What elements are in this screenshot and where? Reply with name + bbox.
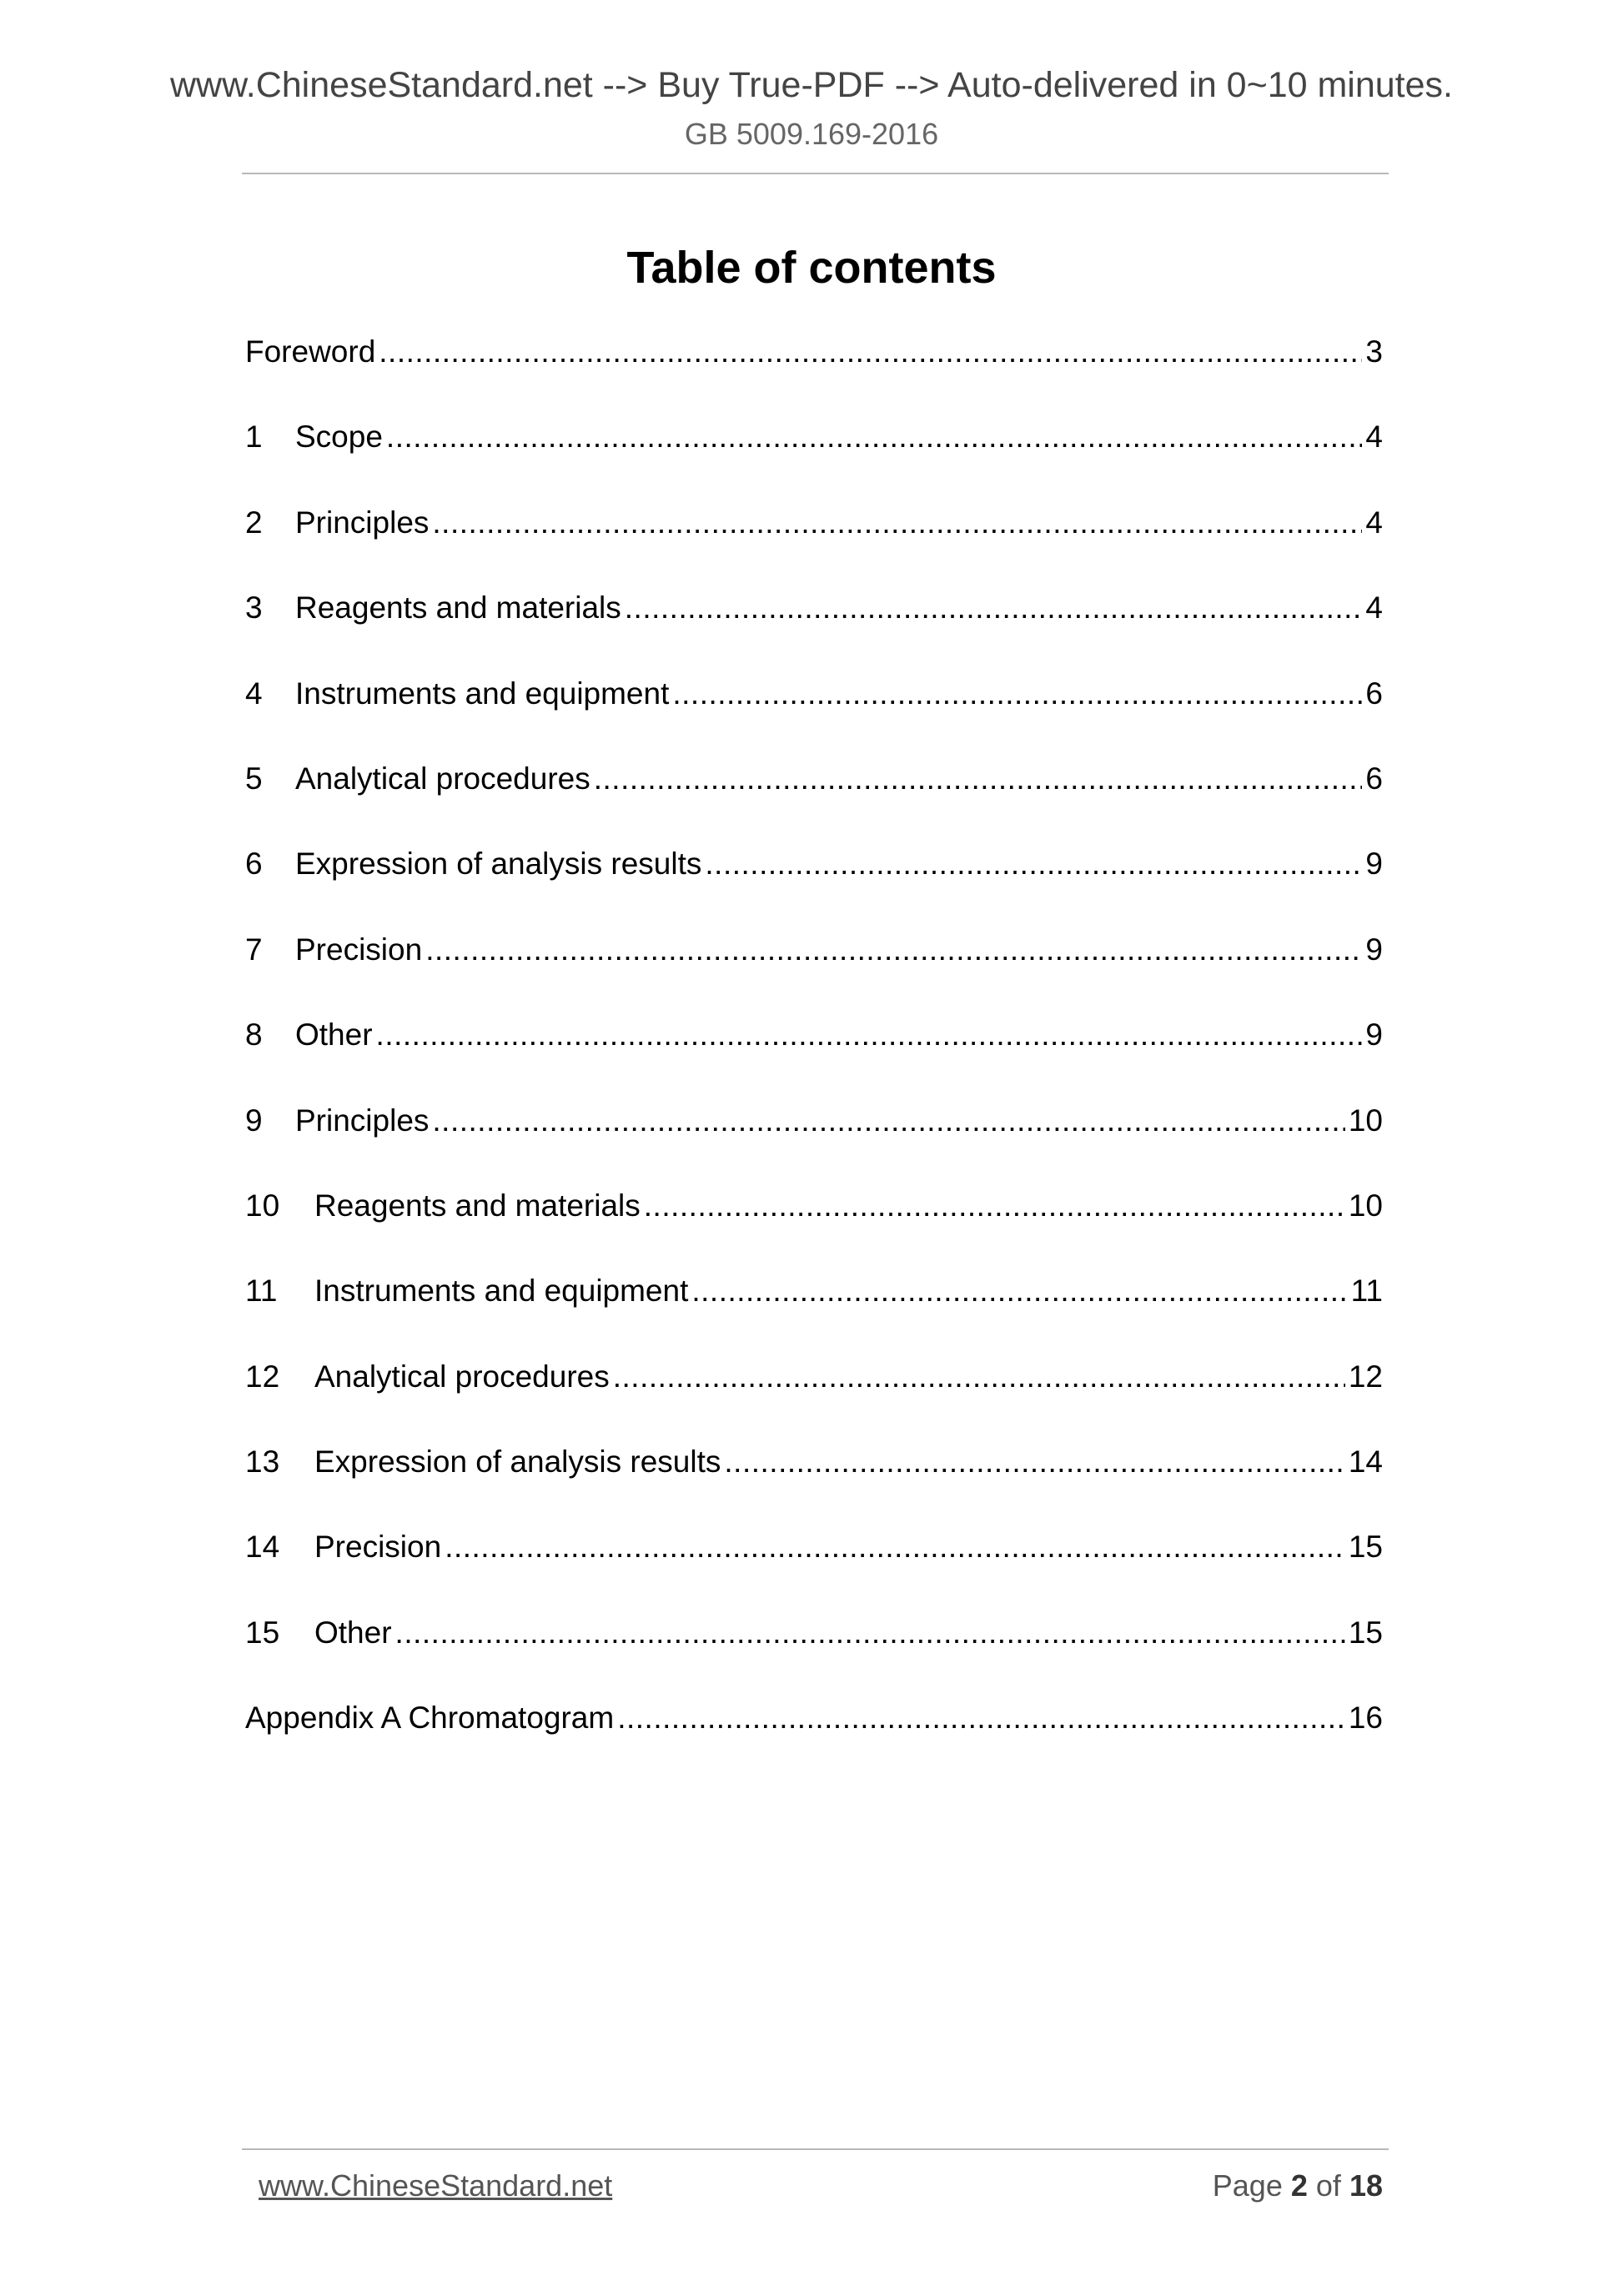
toc-entry-label: Instruments and equipment — [295, 676, 670, 711]
dot-leader — [644, 1183, 1345, 1229]
toc-entry-page: 16 — [1348, 1701, 1383, 1736]
toc-entry-page: 15 — [1348, 1530, 1383, 1565]
toc-entry-number: 2 — [245, 505, 263, 540]
current-page-number: 2 — [1290, 2168, 1308, 2203]
toc-entry-14[interactable] — [245, 1524, 1383, 1609]
toc-entry-10[interactable] — [245, 1183, 1383, 1268]
toc-entry-foreword[interactable] — [245, 329, 1383, 414]
toc-entry-page: 14 — [1348, 1444, 1383, 1480]
toc-entry-number: 14 — [245, 1530, 280, 1565]
toc-entry-8[interactable] — [245, 1012, 1383, 1097]
page-prefix: Page — [1212, 2168, 1283, 2203]
toc-entry-label: Precision — [314, 1530, 442, 1565]
toc-entry-3[interactable] — [245, 585, 1383, 670]
dot-leader — [376, 1012, 1363, 1058]
toc-entry-number: 9 — [245, 1103, 263, 1138]
standard-number: GB 5009.169-2016 — [684, 117, 939, 151]
toc-entry-page: 6 — [1365, 676, 1383, 711]
dot-leader — [395, 1610, 1345, 1656]
toc-entry-number: 4 — [245, 676, 263, 711]
toc-entry-15[interactable] — [245, 1610, 1383, 1695]
dot-leader — [594, 756, 1363, 802]
toc-entry-label: Other — [314, 1615, 392, 1650]
toc-entry-page: 10 — [1348, 1103, 1383, 1138]
toc-entry-2[interactable] — [245, 500, 1383, 585]
toc-entry-number: 1 — [245, 420, 263, 455]
toc-entry-page: 3 — [1365, 334, 1383, 369]
total-page-count: 18 — [1349, 2168, 1383, 2203]
toc-entry-page: 12 — [1348, 1359, 1383, 1394]
toc-entry-number: 5 — [245, 761, 263, 796]
toc-entry-number: 10 — [245, 1188, 280, 1223]
toc-entry-page: 6 — [1365, 761, 1383, 796]
toc-entry-6[interactable] — [245, 841, 1383, 926]
toc-entry-number: 12 — [245, 1359, 280, 1394]
toc-entry-12[interactable] — [245, 1354, 1383, 1439]
toc-entry-page: 4 — [1365, 420, 1383, 455]
toc-entry-1[interactable] — [245, 414, 1383, 499]
dot-leader — [432, 1098, 1344, 1144]
toc-title: Table of contents — [626, 243, 997, 293]
toc-entry-label: Analytical procedures — [314, 1359, 610, 1394]
dot-leader — [613, 1354, 1345, 1400]
toc-entry-page: 4 — [1365, 590, 1383, 625]
toc-entry-label: Other — [295, 1017, 373, 1053]
toc-entry-page: 9 — [1365, 847, 1383, 882]
dot-leader — [379, 329, 1362, 375]
toc-entry-label: Analytical procedures — [295, 761, 590, 796]
toc-entry-appendix-a[interactable] — [245, 1695, 1383, 1780]
dot-leader — [432, 500, 1362, 546]
dot-leader — [672, 671, 1362, 717]
toc-entry-number: 8 — [245, 1017, 263, 1053]
toc-entry-label: Principles — [295, 1103, 430, 1138]
toc-entry-label: Scope — [295, 420, 383, 455]
toc-entry-label: Precision — [295, 932, 423, 967]
toc-entry-7[interactable] — [245, 927, 1383, 1012]
footer-site-link[interactable]: www.ChineseStandard.net — [259, 2168, 613, 2203]
header-divider — [242, 173, 1389, 174]
toc-entry-11[interactable] — [245, 1268, 1383, 1353]
toc-entry-page: 9 — [1365, 1017, 1383, 1053]
toc-entry-page: 4 — [1365, 505, 1383, 540]
toc-entry-page: 15 — [1348, 1615, 1383, 1650]
dot-leader — [625, 585, 1363, 631]
dot-leader — [705, 841, 1362, 887]
toc-entry-number: 6 — [245, 847, 263, 882]
toc-entry-page: 10 — [1348, 1188, 1383, 1223]
toc-entry-5[interactable] — [245, 756, 1383, 841]
toc-entry-9[interactable] — [245, 1098, 1383, 1183]
toc-entry-number: 3 — [245, 590, 263, 625]
page-indicator — [1213, 2168, 1383, 2203]
toc-entry-label: Expression of analysis results — [314, 1444, 721, 1480]
dot-leader — [425, 927, 1362, 973]
toc-entry-number: 15 — [245, 1615, 280, 1650]
toc-entry-number: 7 — [245, 932, 263, 967]
toc-entry-number: 13 — [245, 1444, 280, 1480]
dot-leader — [617, 1695, 1345, 1741]
dot-leader — [445, 1524, 1345, 1570]
dot-leader — [724, 1439, 1344, 1485]
dot-leader — [386, 414, 1363, 460]
page-of: of — [1315, 2168, 1341, 2203]
toc-entry-label: Reagents and materials — [314, 1188, 641, 1223]
footer-divider — [242, 2148, 1389, 2150]
toc-entry-label: Appendix A Chromatogram — [245, 1701, 615, 1736]
dot-leader — [691, 1268, 1347, 1314]
toc-entry-label: Reagents and materials — [295, 590, 621, 625]
toc-entry-label: Instruments and equipment — [314, 1274, 689, 1309]
toc-entry-page: 11 — [1350, 1274, 1383, 1309]
toc-entry-page: 9 — [1365, 932, 1383, 967]
header-banner: www.ChineseStandard.net --> Buy True-PDF --> Auto-delivered in 0~10 minutes. — [169, 65, 1453, 105]
toc-entry-label: Foreword — [245, 334, 376, 369]
toc-entry-label: Principles — [295, 505, 430, 540]
toc-entry-13[interactable] — [245, 1439, 1383, 1524]
toc-entry-number: 11 — [245, 1274, 278, 1309]
toc-entry-4[interactable] — [245, 671, 1383, 756]
table-of-contents — [245, 329, 1383, 1781]
toc-entry-label: Expression of analysis results — [295, 847, 702, 882]
